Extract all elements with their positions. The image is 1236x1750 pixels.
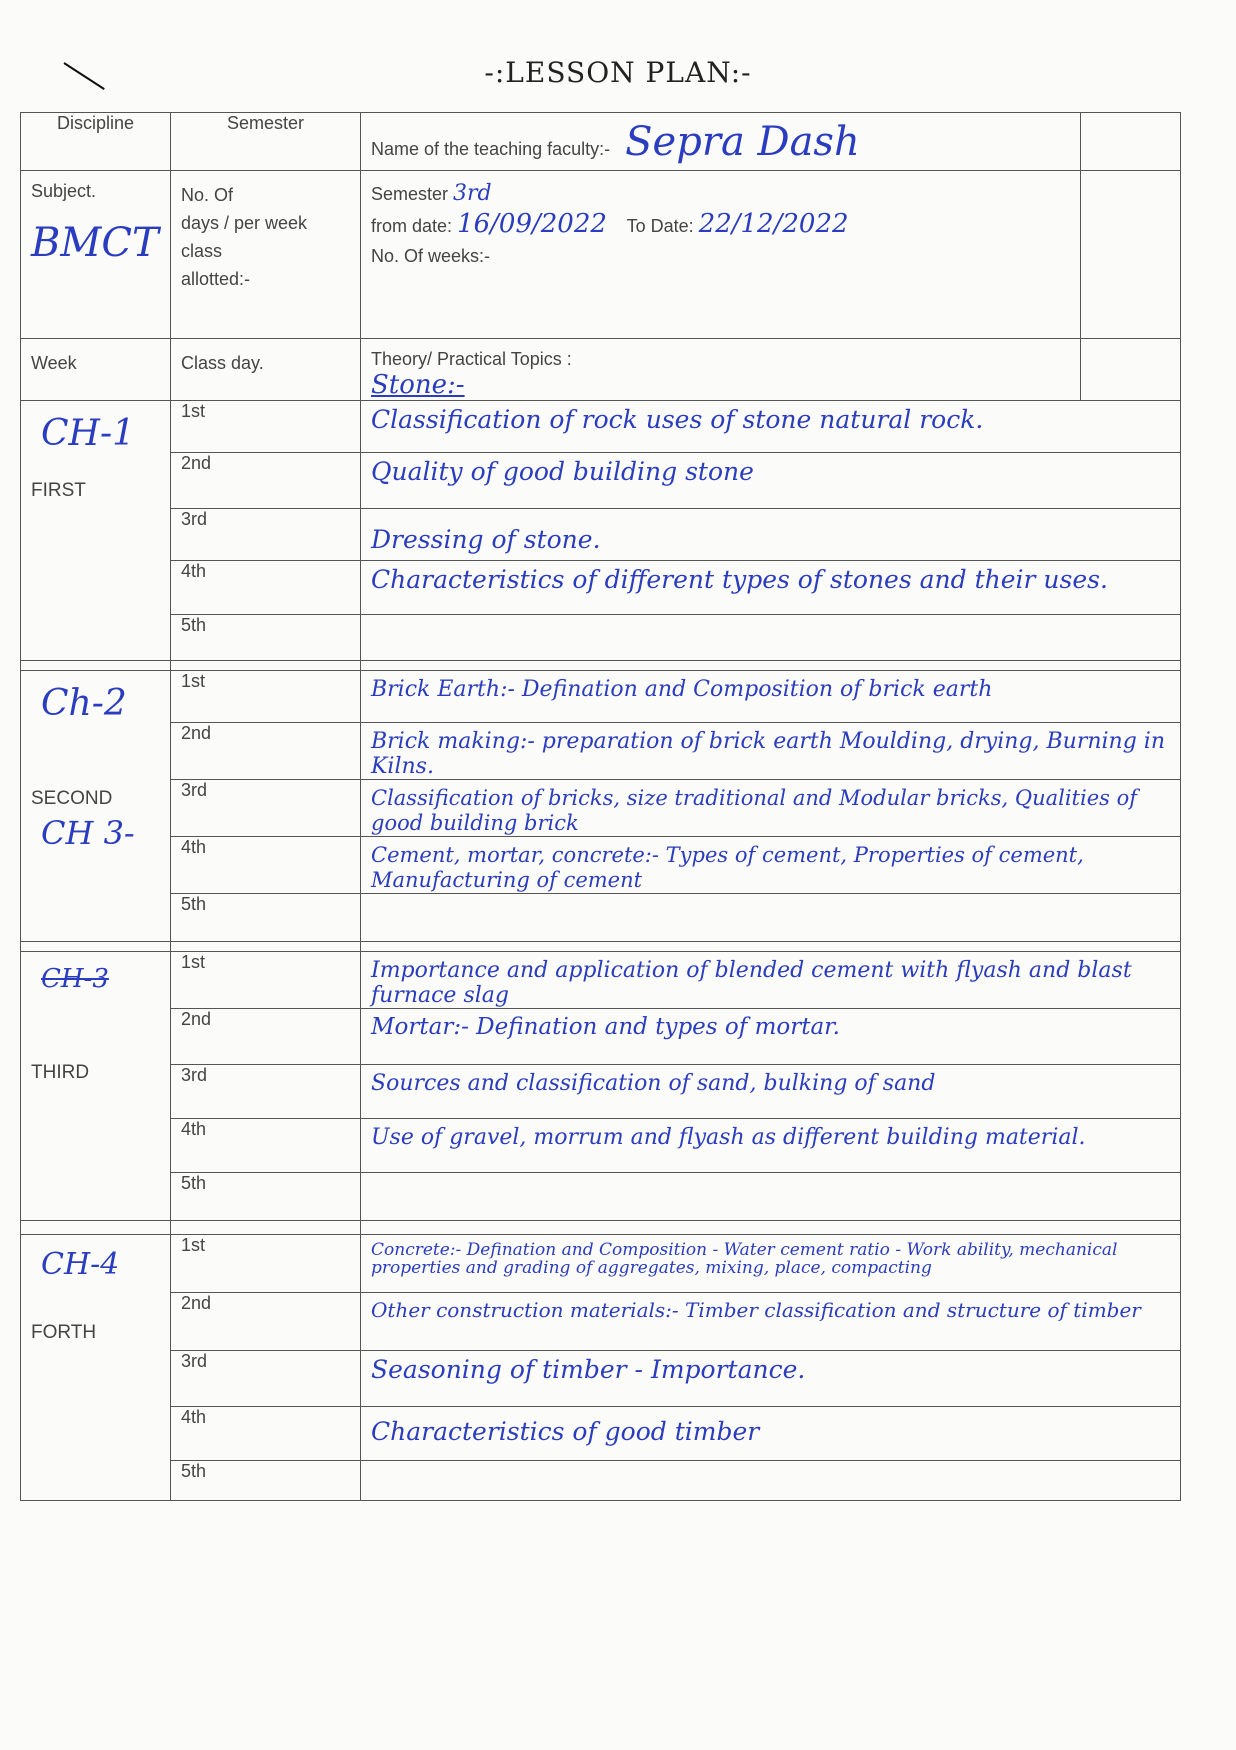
chapter-label: CH-1 — [41, 413, 136, 454]
class-day: 2nd — [171, 453, 361, 509]
topic-cell — [361, 1009, 1181, 1065]
topic-text — [371, 894, 1170, 900]
semester-dates-cell — [361, 171, 1081, 339]
topic-cell — [361, 1119, 1181, 1173]
week-name: THIRD — [31, 1062, 90, 1083]
chapter-1-title: Stone:- — [371, 370, 465, 400]
from-date-value: 16/09/2022 — [457, 209, 607, 239]
table-row — [21, 671, 1181, 723]
class-day-column-header: Class day. — [171, 339, 361, 401]
class-day: 5th — [171, 615, 361, 661]
spacer-row — [21, 1221, 1181, 1235]
table-row — [21, 509, 1181, 561]
days-label-3: class — [181, 241, 223, 261]
chapter-label-b: CH 3- — [41, 814, 135, 852]
chapter-label: CH-4 — [41, 1247, 120, 1282]
table-row — [21, 1065, 1181, 1119]
topic-text: Characteristics of good timber — [371, 1417, 760, 1446]
semester-label: Semester — [371, 184, 449, 204]
table-row — [21, 453, 1181, 509]
table-row — [21, 561, 1181, 615]
topic-text: Classification of rock uses of stone natural rock. — [371, 405, 984, 434]
discipline-header: Discipline — [21, 113, 171, 171]
info-row — [21, 171, 1181, 339]
table-row — [21, 1173, 1181, 1221]
week-cell-first — [21, 401, 171, 661]
topic-cell — [361, 1293, 1181, 1351]
faculty-cell — [361, 113, 1081, 171]
topic-text: Use of gravel, morrum and flyash as different building material. — [371, 1125, 1086, 1150]
topic-text — [371, 615, 1170, 621]
table-row — [21, 1293, 1181, 1351]
semester-header: Semester — [171, 113, 361, 171]
topic-text: Brick Earth:- Defination and Composition of brick earth — [371, 677, 993, 702]
class-day: 4th — [171, 1119, 361, 1173]
topic-cell — [361, 1407, 1181, 1461]
topic-cell — [361, 894, 1181, 942]
topics-column-header — [361, 339, 1081, 401]
semester-value: 3rd — [453, 181, 492, 206]
topic-cell — [361, 1461, 1181, 1501]
days-label-1: No. Of — [181, 185, 234, 205]
days-label-2: days / per week — [181, 213, 308, 233]
to-date-value: 22/12/2022 — [698, 209, 849, 239]
from-date-label: from date: — [371, 216, 453, 236]
class-day: 4th — [171, 1407, 361, 1461]
table-row — [21, 1235, 1181, 1293]
topic-cell — [361, 1173, 1181, 1221]
class-day: 5th — [171, 894, 361, 942]
table-row — [21, 723, 1181, 780]
class-day: 2nd — [171, 1009, 361, 1065]
header-row — [21, 113, 1181, 171]
topic-cell — [361, 615, 1181, 661]
table-row — [21, 780, 1181, 837]
topics-header-label: Theory/ Practical Topics : — [371, 349, 572, 369]
week-name: SECOND — [31, 788, 113, 809]
topic-text: Characteristics of different types of stones and their uses. — [371, 565, 1108, 594]
info-blank-cell — [1081, 171, 1181, 339]
class-day: 2nd — [171, 1293, 361, 1351]
table-row — [21, 952, 1181, 1009]
topic-text — [371, 1461, 1170, 1467]
document-title: -:LESSON PLAN:- — [484, 56, 752, 89]
header-blank-cell — [1081, 113, 1181, 171]
topic-text: Classification of bricks, size traditional and Modular bricks, Qualities of good building brick — [371, 786, 1137, 835]
chapter-label: CH-3 — [41, 964, 109, 994]
topic-text: Dressing of stone. — [371, 525, 601, 554]
table-row — [21, 1119, 1181, 1173]
topic-cell — [361, 780, 1181, 837]
subject-value: BMCT — [31, 220, 159, 266]
days-allotted-cell — [171, 171, 361, 339]
topic-cell — [361, 509, 1181, 561]
topic-text: Mortar:- Defination and types of mortar. — [371, 1014, 840, 1040]
class-day: 1st — [171, 671, 361, 723]
topic-text: Concrete:- Defination and Composition - Water cement ratio - Work ability, mechanical properties and grading of aggregates, mixing, place, compacting — [371, 1240, 1118, 1278]
spacer-row — [21, 661, 1181, 671]
lesson-plan-table — [20, 112, 1181, 1501]
topic-cell — [361, 952, 1181, 1009]
table-row — [21, 1009, 1181, 1065]
topic-cell — [361, 1235, 1181, 1293]
week-name: FORTH — [31, 1322, 97, 1343]
class-day: 1st — [171, 401, 361, 453]
class-day: 1st — [171, 1235, 361, 1293]
topic-cell — [361, 837, 1181, 894]
topic-text: Cement, mortar, concrete:- Types of cement, Properties of cement, Manufacturing of cement — [371, 843, 1084, 892]
subject-cell — [21, 171, 171, 339]
topic-text: Seasoning of timber - Importance. — [371, 1355, 806, 1384]
class-day: 5th — [171, 1461, 361, 1501]
topic-text: Other construction materials:- Timber classification and structure of timber — [371, 1298, 1141, 1322]
subject-label: Subject. — [31, 181, 97, 201]
topic-cell — [361, 401, 1181, 453]
topic-cell — [361, 561, 1181, 615]
column-header-row — [21, 339, 1181, 401]
topic-cell — [361, 723, 1181, 780]
topic-cell — [361, 671, 1181, 723]
faculty-label: Name of the teaching faculty:- — [371, 138, 611, 159]
class-day: 2nd — [171, 723, 361, 780]
chapter-label: Ch-2 — [41, 683, 127, 724]
table-row — [21, 1461, 1181, 1501]
topic-text: Sources and classification of sand, bulking of sand — [371, 1071, 936, 1096]
table-row — [21, 615, 1181, 661]
week-cell-forth — [21, 1235, 171, 1501]
week-cell-third — [21, 952, 171, 1221]
class-day: 3rd — [171, 780, 361, 837]
days-label-4: allotted:- — [181, 269, 251, 289]
column-blank-cell — [1081, 339, 1181, 401]
topic-cell — [361, 1065, 1181, 1119]
class-day: 3rd — [171, 1065, 361, 1119]
topic-text: Brick making:- preparation of brick earth Moulding, drying, Burning in Kilns. — [371, 729, 1165, 779]
class-day: 5th — [171, 1173, 361, 1221]
class-day: 1st — [171, 952, 361, 1009]
topic-text — [371, 1173, 1170, 1179]
topic-text: Quality of good building stone — [371, 457, 754, 486]
table-row — [21, 1351, 1181, 1407]
class-day: 3rd — [171, 1351, 361, 1407]
topic-cell — [361, 1351, 1181, 1407]
week-column-header: Week — [21, 339, 171, 401]
class-day: 3rd — [171, 509, 361, 561]
class-day: 4th — [171, 561, 361, 615]
topic-cell — [361, 453, 1181, 509]
table-row — [21, 837, 1181, 894]
faculty-name: Sepra Dash — [625, 118, 860, 165]
topic-text: Importance and application of blended cement with flyash and blast furnace slag — [371, 958, 1132, 1008]
week-cell-second — [21, 671, 171, 942]
week-name: FIRST — [31, 480, 86, 501]
to-date-label: To Date: — [626, 216, 694, 236]
class-day: 4th — [171, 837, 361, 894]
weeks-label: No. Of weeks:- — [371, 246, 491, 266]
table-row — [21, 1407, 1181, 1461]
table-row — [21, 401, 1181, 453]
table-row — [21, 894, 1181, 942]
spacer-row — [21, 942, 1181, 952]
